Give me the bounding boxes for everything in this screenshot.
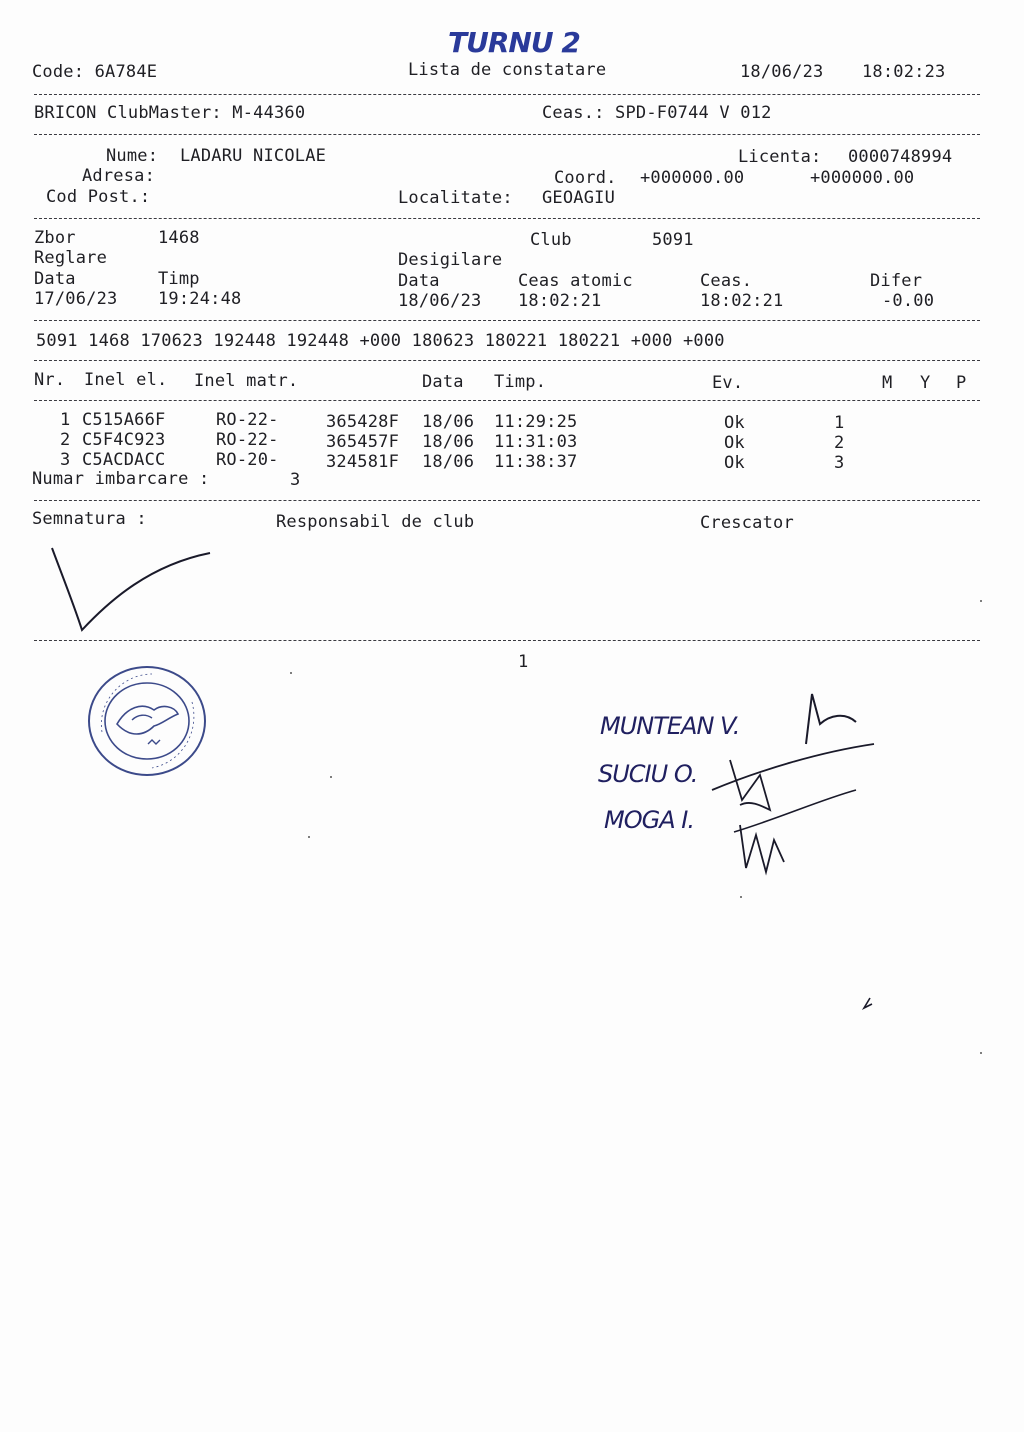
col-inel-el: Inel el. — [84, 370, 168, 390]
postal-label: Cod Post.: — [46, 187, 151, 207]
ceas-atomic-label: Ceas atomic — [518, 271, 633, 291]
arrival-time: 11:29:25 — [494, 412, 578, 432]
ring-electronic: C5F4C923 — [82, 430, 166, 450]
atomic-clock-time: 18:02:21 — [518, 291, 602, 311]
coord-label: Coord. — [554, 168, 617, 188]
row-nr: 2 — [60, 430, 71, 450]
handwritten-name: MUNTEAN V. — [600, 712, 740, 740]
flight-label: Zbor — [34, 228, 76, 248]
handwritten-name: MOGA I. — [604, 806, 694, 834]
desigilare-label: Desigilare — [398, 250, 503, 270]
col-y: Y — [920, 373, 931, 393]
ring-prefix: RO-22- — [216, 430, 279, 450]
arrival-time: 11:38:37 — [494, 452, 578, 472]
col-nr: Nr. — [34, 370, 66, 390]
name-label: Nume: — [106, 146, 159, 166]
license-number: 0000748994 — [848, 147, 953, 167]
clock-time: 18:02:21 — [700, 291, 784, 311]
event-status: Ok — [724, 453, 745, 473]
ring-number: 324581F — [326, 452, 400, 472]
report-title: Lista de constatare — [408, 60, 607, 80]
clubmaster-id: BRICON ClubMaster: M-44360 — [34, 103, 306, 123]
col-data: Data — [422, 372, 464, 392]
ring-electronic: C515A66F — [82, 410, 166, 430]
arrival-date: 18/06 — [422, 452, 475, 472]
breeder-label: Crescator — [700, 513, 794, 533]
signature-label: Semnatura : — [32, 509, 147, 529]
paper-speck — [980, 1052, 982, 1054]
ring-prefix: RO-20- — [216, 450, 279, 470]
col-ev: Ev. — [712, 373, 744, 393]
ring-prefix: RO-22- — [216, 410, 279, 430]
club-number: 5091 — [652, 230, 694, 250]
m-value: 1 — [834, 413, 845, 433]
event-status: Ok — [724, 433, 745, 453]
reglare-label: Reglare — [34, 248, 108, 268]
paper-speck — [980, 600, 982, 602]
club-responsible-label: Responsabil de club — [276, 512, 475, 532]
data-label: Data — [34, 269, 76, 289]
reglare-time: 19:24:48 — [158, 289, 242, 309]
row-nr: 3 — [60, 450, 71, 470]
arrival-date: 18/06 — [422, 432, 475, 452]
reglare-date: 17/06/23 — [34, 289, 118, 309]
coord-value-1: +000000.00 — [640, 168, 745, 188]
ring-number: 365428F — [326, 412, 400, 432]
locality: GEOAGIU — [542, 188, 616, 208]
address-label: Adresa: — [82, 166, 156, 186]
paper-speck — [308, 836, 310, 838]
paper-speck — [740, 896, 742, 898]
clock-id: Ceas.: SPD-F0744 V 012 — [542, 103, 772, 123]
flight-number: 1468 — [158, 228, 200, 248]
paper-speck — [330, 776, 332, 778]
owner-name: LADARU NICOLAE — [180, 146, 327, 166]
difference: -0.00 — [882, 291, 935, 311]
ring-number: 365457F — [326, 432, 400, 452]
paper-speck — [290, 672, 292, 674]
col-m: M — [882, 373, 893, 393]
handwritten-title: TURNU 2 — [448, 26, 580, 59]
arrival-time: 11:31:03 — [494, 432, 578, 452]
handwritten-name: SUCIU O. — [598, 760, 698, 788]
boarding-count: 3 — [290, 470, 301, 490]
report-time: 18:02:23 — [862, 62, 946, 82]
page-number: 1 — [518, 652, 529, 672]
ring-electronic: C5ACDACC — [82, 450, 166, 470]
col-p: P — [956, 373, 967, 393]
summary-line: 5091 1468 170623 192448 192448 +000 180623 180221 180221 +000 +000 — [36, 331, 725, 351]
ceas-label: Ceas. — [700, 271, 753, 291]
col-timp: Timp. — [494, 372, 547, 392]
timp-label: Timp — [158, 269, 200, 289]
desigilare-date: 18/06/23 — [398, 291, 482, 311]
event-status: Ok — [724, 413, 745, 433]
arrival-date: 18/06 — [422, 412, 475, 432]
coord-value-2: +000000.00 — [810, 168, 915, 188]
license-label: Licenta: — [738, 147, 822, 167]
data2-label: Data — [398, 271, 440, 291]
m-value: 3 — [834, 453, 845, 473]
boarding-label: Numar imbarcare : — [32, 469, 210, 489]
club-label: Club — [530, 230, 572, 250]
difer-label: Difer — [870, 271, 923, 291]
col-inel-matr: Inel matr. — [194, 371, 299, 391]
m-value: 2 — [834, 433, 845, 453]
row-nr: 1 — [60, 410, 71, 430]
report-code: Code: 6A784E — [32, 62, 158, 82]
report-date: 18/06/23 — [740, 62, 824, 82]
locality-label: Localitate: — [398, 188, 513, 208]
